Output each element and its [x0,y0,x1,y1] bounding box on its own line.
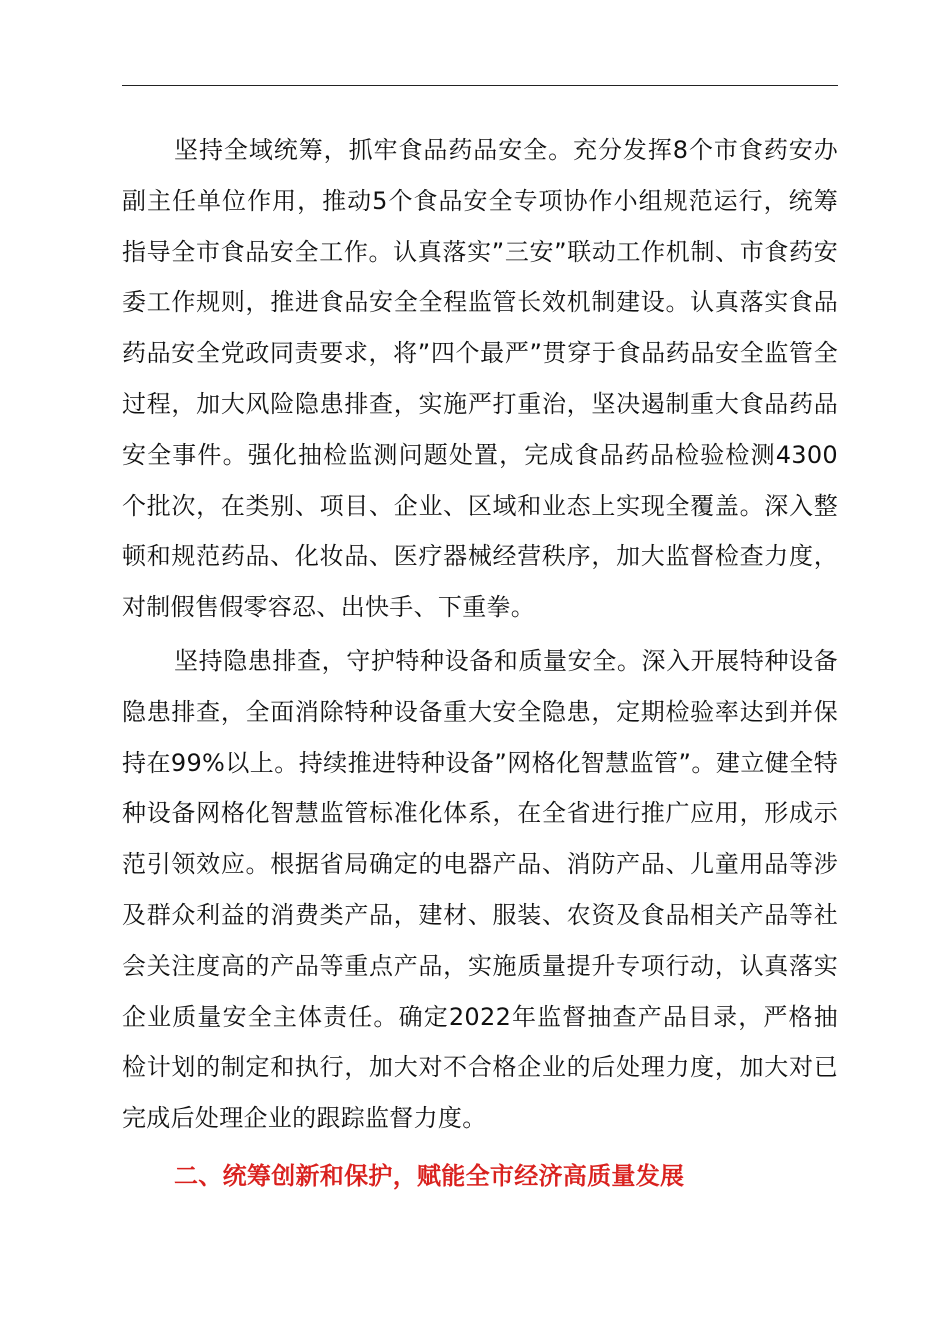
paragraph-special-equipment-safety: 坚持隐患排查，守护特种设备和质量安全。深入开展特种设备隐患排查，全面消除特种设备重大安全隐患，定期检验率达到并保持在99%以上。持续推进特种设备”网格化智慧监管”。建立健全特种设备网格化智慧监管标准化体系，在全省进行推广应用，形成示范引领效应。根据省局确定的电器产品、消防产品、儿童用品等涉及群众利益的消费类产品，建材、服装、农资及食品相关产品等社会关注度高的产品等重点产品，实施质量提升专项行动，认真落实企业质量安全主体责任。确定2022年监督抽查产品目录，严格抽检计划的制定和执行，加大对不合格企业的后处理力度，加大对已完成后处理企业的跟踪监督力度。 [122,647,838,1133]
header-rule [122,85,838,86]
section-heading: 二、统筹创新和保护，赋能全市经济高质量发展 [174,1162,685,1190]
paragraph-food-drug-safety: 坚持全域统筹，抓牢食品药品安全。充分发挥8个市食药安办副主任单位作用，推动5个食品安全专项协作小组规范运行，统筹指导全市食品安全工作。认真落实”三安”联动工作机制、市食药安委工作规则，推进食品安全全程监管长效机制建设。认真落实食品药品安全党政同责要求，将”四个最严”贯穿于食品药品安全监管全过程，加大风险隐患排查，实施严打重治，坚决遏制重大食品药品安全事件。强化抽检监测问题处置，完成食品药品检验检测4300个批次，在类别、项目、企业、区域和业态上实现全覆盖。深入整顿和规范药品、化妆品、医疗器械经营秩序，加大监督检查力度，对制假售假零容忍、出快手、下重拳。 [122,136,838,622]
